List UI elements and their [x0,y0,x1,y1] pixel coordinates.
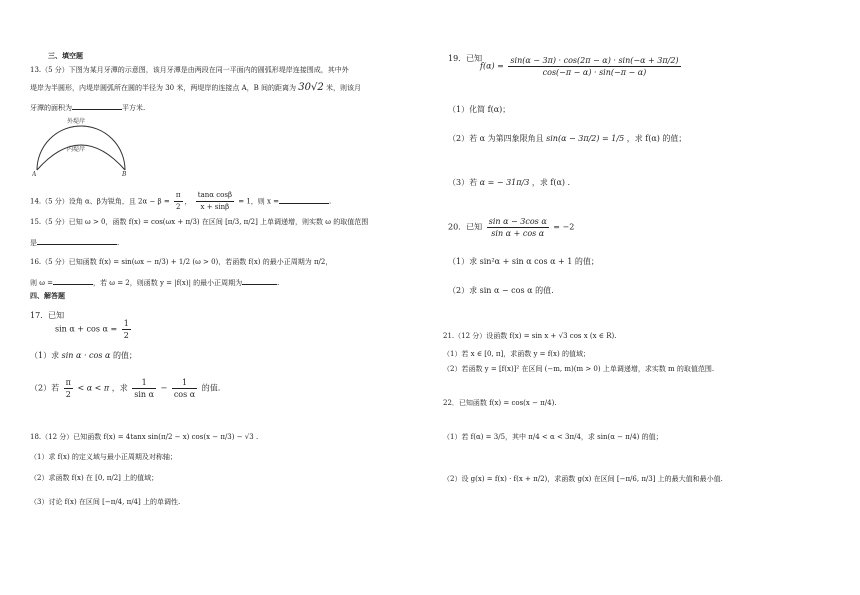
q17-given: 17．已知 [30,311,65,320]
q18: 18.（12 分）已知函数 f(x) = 4tanx sin(π/2 − x) cos(x − π/3) − √3 . [30,433,259,441]
q16-line2: 则 ω = ，若 ω = 2，则函数 y = |f(x)| 的最小正周期为 . [30,276,279,289]
q19-part3: （3）若 α = − 31π/3 ，求 f(α) . [448,178,571,187]
q16-line1: 16.（5 分）已知函数 f(x) = sin(ωx − π/3) + 1/2 (ω > 0)，若函数 f(x) 的最小正周期为 π/2， [30,258,333,266]
q19-fraction: f(α) = $\frac{\sin(\alpha - 3\pi) \cdot \cos(2\pi - \alpha) \cdot \sin(-\alpha + 3\pi/2)}{\cos(-\pi - \alpha) \cdot \sin(-\pi - \alpha)}$ [480,56,679,77]
q21-part1: （1）若 x ∈ [0, π]，求函数 y = f(x) 的值域； [443,350,590,358]
q22-part2: （2）设 g(x) = f(x) · f(x + π/2)，求函数 g(x) 在区间 [−π/6, π/3] 上的最大值和最小值. [443,475,723,483]
q19-part2: （2）若 α 为第四象限角且 sin(α − 3π/2) = 1/5 ，求 f(α) 的值； [448,134,687,143]
q17-equation: sin α + cos α = $\frac{1}{2}$ [55,319,129,340]
point-a-label: A [32,171,37,177]
section-fill-in: 三、填空题 [48,51,83,60]
q20-given: 20．已知 $\frac{\text{sin α − 3cos α}}{\text{sin α + cos α}}$ = −2 [448,217,575,238]
q13-line2: 堤岸为半圆形，内堤岸圆弧所在圆的半径为 30 米，两堤岸的连接点 A，B 间的距离为 30√2 米，则该月 [30,82,361,93]
q13-distance: 30√2 [298,82,324,93]
q19-part1: （1）化简 f(α)； [448,105,511,114]
q17-part1: （1）求 sin α · cos α 的值； [30,351,137,360]
q20-part2: （2）求 sin α − cos α 的值. [448,286,554,295]
q13-blank [72,101,122,110]
q15-line2: 是 . [30,236,119,249]
q18-part1: （1）求 f(x) 的定义域与最小正周期及对称轴； [30,453,177,461]
q15-line1: 15.（5 分）已知 ω > 0，函数 f(x) = cos(ωx + π/3) 在区间 [π/3, π/2] 上单调递增，则实数 ω 的取值范围 [30,218,369,226]
q22: 22．已知函数 f(x) = cos(x − π/4). [443,399,557,407]
q13-line1: 13.（5 分）下图为某月牙潭的示意图，该月牙潭是由两段在同一平面内的圆弧形堤岸连接围成，其中外 [30,66,349,74]
section-answers: 四、解答题 [30,291,65,300]
q13-line3: 牙潭的面积为 平方米. [30,101,145,114]
q14: 14.（5 分）设角 α、β为锐角，且 2α − β = $\frac{\pi}{2}$ ， $\frac{\text{tanα cosβ}}{x + \sin\beta}$ = 1，则 x = . [30,191,332,211]
q18-part2: （2）求函数 f(x) 在 [0, π/2] 上的值域； [30,474,159,482]
point-b-label: B [122,171,127,177]
moon-lake-diagram [32,115,132,177]
q21-part2: （2）若函数 y = [f(x)]² 在区间 (−m, m)(m > 0) 上单调递增，求实数 m 的取值范围. [443,365,715,373]
q22-part1: （1）若 f(α) = 3/5，其中 π/4 < α < 3π/4，求 sin(α − π/4) 的值； [443,433,663,441]
q20-part1: （1）求 sin²α + sin α cos α + 1 的值； [448,257,599,266]
q19-given: 19．已知 [448,54,483,63]
q17-part2: （2）若 $\frac{\pi}{2}$ < α < π ，求 $\frac{1}{\text{sin α}}$ − $\frac{1}{\text{cos α}}$ 的值. [30,378,221,399]
outer-bank-label: 外堤岸 [67,118,86,125]
inner-bank-label: 内堤岸 [67,146,86,153]
q21: 21.（12 分）设函数 f(x) = sin x + √3 cos x (x ∈ R). [443,332,617,340]
q18-part3: （3）讨论 f(x) 在区间 [−π/4, π/4] 上的单调性. [30,498,181,506]
